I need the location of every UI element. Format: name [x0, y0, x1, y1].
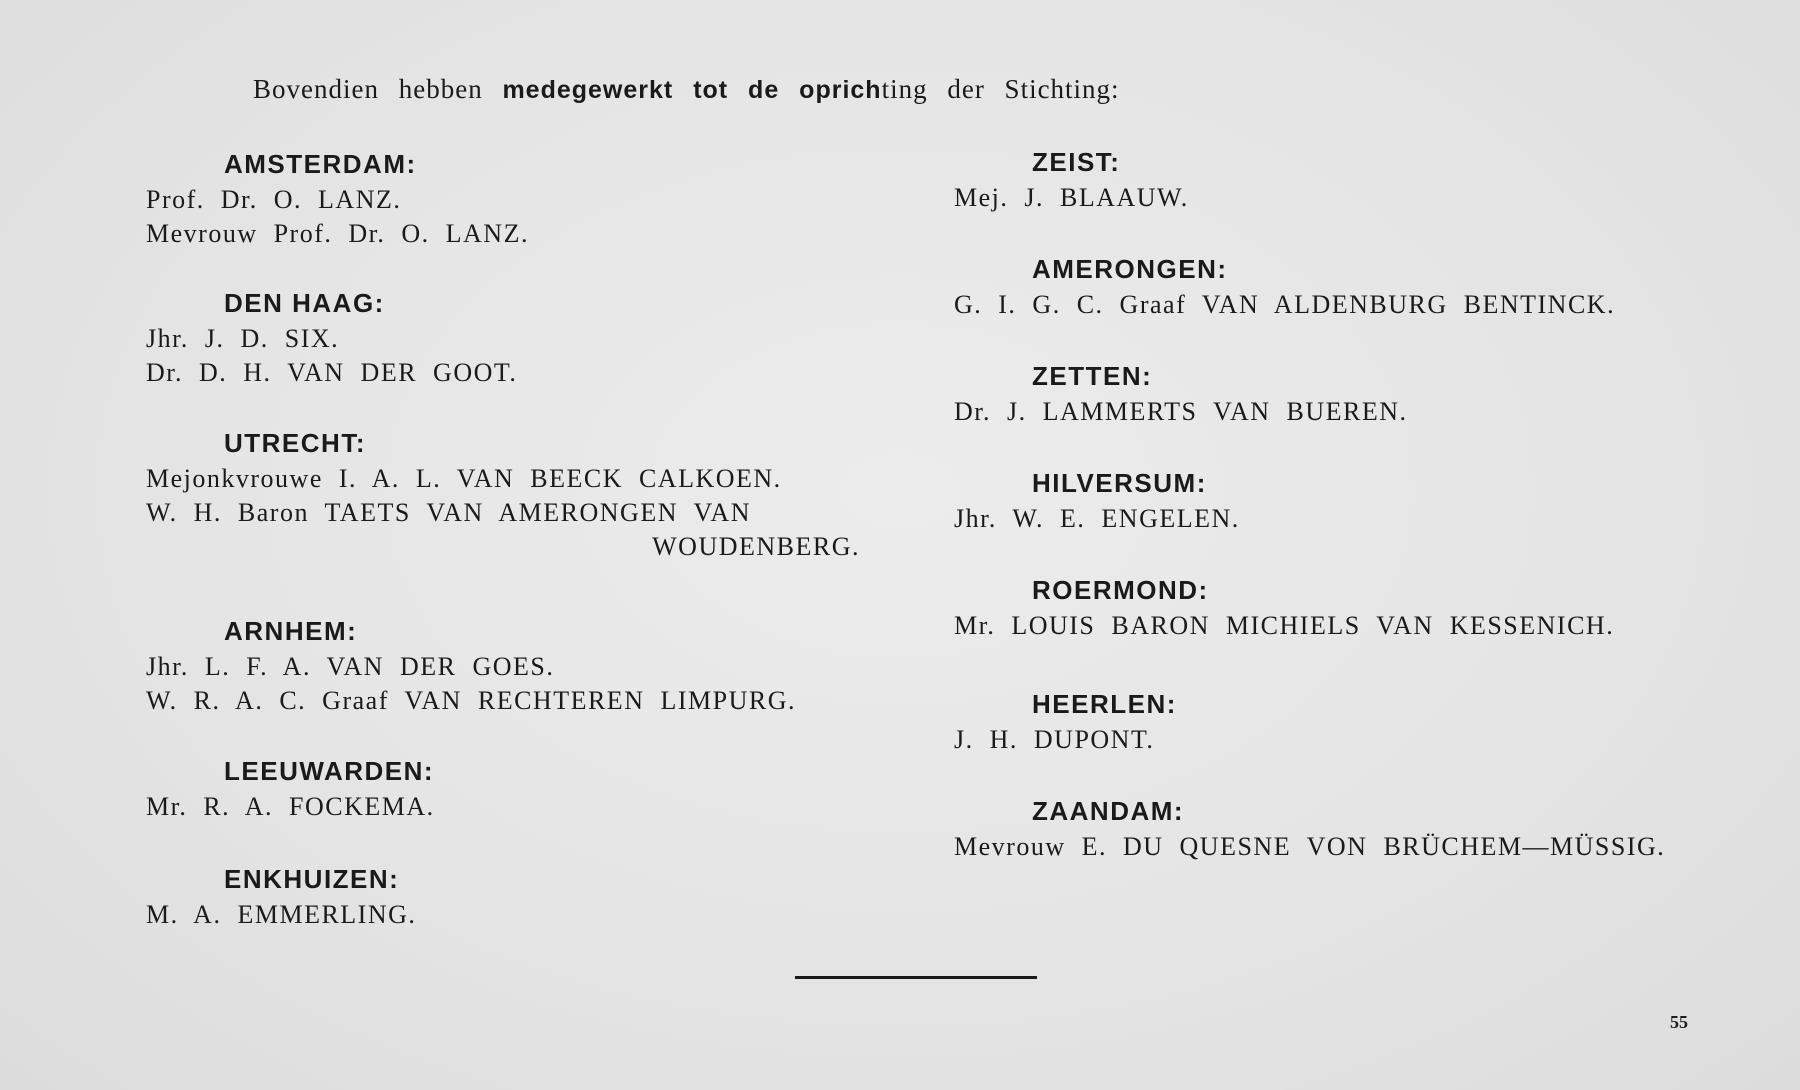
- member-line: Mr. R. A. FOCKEMA.: [146, 792, 435, 821]
- member-line-continuation: WOUDENBERG.: [652, 532, 860, 561]
- member-line: M. A. EMMERLING.: [146, 900, 417, 929]
- section-heading: DEN HAAG:: [224, 288, 385, 318]
- member-line: Jhr. W. E. ENGELEN.: [954, 504, 1240, 533]
- section-heading: LEEUWARDEN:: [224, 756, 435, 786]
- member-line: G. I. G. C. Graaf VAN ALDENBURG BENTINCK.: [954, 290, 1616, 319]
- section-heading: AMSTERDAM:: [224, 149, 417, 179]
- member-line: Mevrouw E. DU QUESNE VON BRÜCHEM—MÜSSIG.: [954, 832, 1666, 861]
- section-heading: ARNHEM:: [224, 616, 358, 646]
- section-heading: ENKHUIZEN:: [224, 864, 400, 894]
- member-line: Mevrouw Prof. Dr. O. LANZ.: [146, 219, 529, 248]
- member-line: Prof. Dr. O. LANZ.: [146, 185, 402, 214]
- section-enkhuizen: [146, 860, 416, 932]
- member-line: W. R. A. C. Graaf VAN RECHTEREN LIMPURG.: [146, 686, 796, 715]
- section-zetten: [954, 357, 1408, 429]
- intro-part-2: medegewerkt tot de oprich: [502, 76, 882, 104]
- intro-part-3: ting der Stichting:: [881, 74, 1120, 104]
- member-line: Mr. LOUIS BARON MICHIELS VAN KESSENICH.: [954, 611, 1615, 640]
- section-heerlen: [954, 685, 1177, 757]
- member-line: Jhr. J. D. SIX.: [146, 324, 340, 353]
- member-line: Jhr. L. F. A. VAN DER GOES.: [146, 652, 555, 681]
- member-line: Dr. D. H. VAN DER GOOT.: [146, 358, 518, 387]
- section-heading: ROERMOND:: [1032, 575, 1209, 605]
- section-leeuwarden: [146, 752, 435, 824]
- member-line: J. H. DUPONT.: [954, 725, 1155, 754]
- member-line: Mejonkvrouwe I. A. L. VAN BEECK CALKOEN.: [146, 464, 782, 493]
- section-amerongen: [954, 250, 1615, 322]
- section-den-haag: [146, 284, 517, 390]
- section-arnhem: [146, 612, 796, 718]
- section-zaandam: [954, 792, 1665, 864]
- section-utrecht: [146, 424, 860, 564]
- member-line: Dr. J. LAMMERTS VAN BUEREN.: [954, 397, 1408, 426]
- section-heading: ZAANDAM:: [1032, 796, 1185, 826]
- section-heading: ZEIST:: [1032, 147, 1121, 177]
- member-line: Mej. J. BLAAUW.: [954, 183, 1189, 212]
- intro-text: [253, 74, 1120, 105]
- section-heading: UTRECHT:: [224, 428, 366, 458]
- member-line: W. H. Baron TAETS VAN AMERONGEN VAN: [146, 498, 751, 527]
- section-divider-rule: [795, 976, 1037, 979]
- page-number: 55: [1670, 1012, 1688, 1032]
- section-heading: HILVERSUM:: [1032, 468, 1207, 498]
- section-roermond: [954, 571, 1614, 643]
- section-hilversum: [954, 464, 1240, 536]
- section-amsterdam: [146, 145, 529, 251]
- section-heading: HEERLEN:: [1032, 689, 1177, 719]
- section-heading: AMERONGEN:: [1032, 254, 1228, 284]
- intro-part-1: Bovendien hebben: [253, 74, 483, 104]
- section-zeist: [954, 143, 1189, 215]
- section-heading: ZETTEN:: [1032, 361, 1153, 391]
